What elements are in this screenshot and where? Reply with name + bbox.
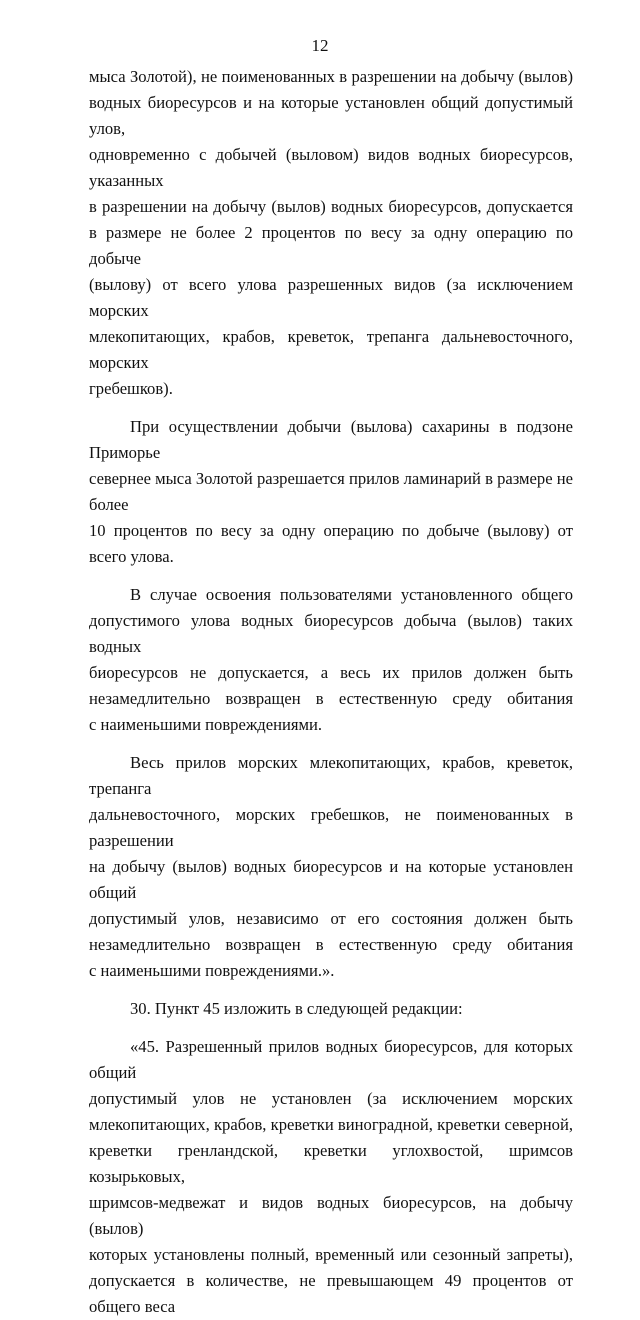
text-line: В случае освоения пользователями установленного общего: [130, 585, 573, 604]
paragraph-p2: [89, 414, 573, 570]
paragraph-p1: [89, 64, 573, 402]
paragraph-p4: [89, 750, 573, 984]
text-line: 30. Пункт 45 изложить в следующей редакции:: [130, 999, 463, 1018]
text-line: Весь прилов морских млекопитающих, крабов, креветок, трепанга: [89, 753, 573, 798]
text-line: с наименьшими повреждениями.».: [89, 961, 335, 980]
text-line: которых установлены полный, временный или сезонный запреты),: [89, 1245, 573, 1264]
text-line: допустимого улова водных биоресурсов добыча (вылов) таких водных: [89, 611, 573, 656]
text-line: мыса Золотой), не поименованных в разрешении на добычу (вылов): [89, 67, 573, 86]
text-line: на добычу (вылов) водных биоресурсов и на которые установлен общий: [89, 857, 573, 902]
paragraph-p5: [89, 996, 573, 1022]
text-line: дальневосточного, морских гребешков, не поименованных в разрешении: [89, 805, 573, 850]
document-body: [89, 64, 573, 1320]
text-line: незамедлительно возвращен в естественную среду обитания: [89, 935, 573, 954]
text-line: водных биоресурсов и на которые установлен общий допустимый улов,: [89, 93, 573, 138]
text-line: незамедлительно возвращен в естественную среду обитания: [89, 689, 573, 708]
text-line: млекопитающих, крабов, креветки виноградной, креветки северной,: [89, 1115, 573, 1134]
text-line: допускается в количестве, не превышающем 49 процентов от общего веса: [89, 1271, 573, 1316]
text-line: При осуществлении добычи (вылова) сахарины в подзоне Приморье: [89, 417, 573, 462]
text-line: «45. Разрешенный прилов водных биоресурсов, для которых общий: [89, 1037, 573, 1082]
text-line: млекопитающих, крабов, креветок, трепанга дальневосточного, морских: [89, 327, 573, 372]
text-line: допустимый улов, независимо от его состояния должен быть: [89, 909, 573, 928]
text-line: 10 процентов по весу за одну операцию по добыче (вылову) от всего улова.: [89, 521, 573, 566]
text-line: гребешков).: [89, 379, 173, 398]
text-line: (вылову) от всего улова разрешенных видов (за исключением морских: [89, 275, 573, 320]
paragraph-p3: [89, 582, 573, 738]
text-line: в разрешении на добычу (вылов) водных биоресурсов, допускается: [89, 197, 573, 216]
text-line: с наименьшими повреждениями.: [89, 715, 323, 734]
text-line: в размере не более 2 процентов по весу за одну операцию по добыче: [89, 223, 573, 268]
paragraph-p6: [89, 1034, 573, 1320]
text-line: шримсов-медвежат и видов водных биоресурсов, на добычу (вылов): [89, 1193, 573, 1238]
text-line: одновременно с добычей (выловом) видов водных биоресурсов, указанных: [89, 145, 573, 190]
text-line: креветки гренландской, креветки углохвостой, шримсов козырьковых,: [89, 1141, 573, 1186]
text-line: биоресурсов не допускается, а весь их прилов должен быть: [89, 663, 573, 682]
page-number: 12: [311, 36, 329, 55]
text-line: севернее мыса Золотой разрешается прилов ламинарий в размере не более: [89, 469, 573, 514]
text-line: допустимый улов не установлен (за исключением морских: [89, 1089, 573, 1108]
